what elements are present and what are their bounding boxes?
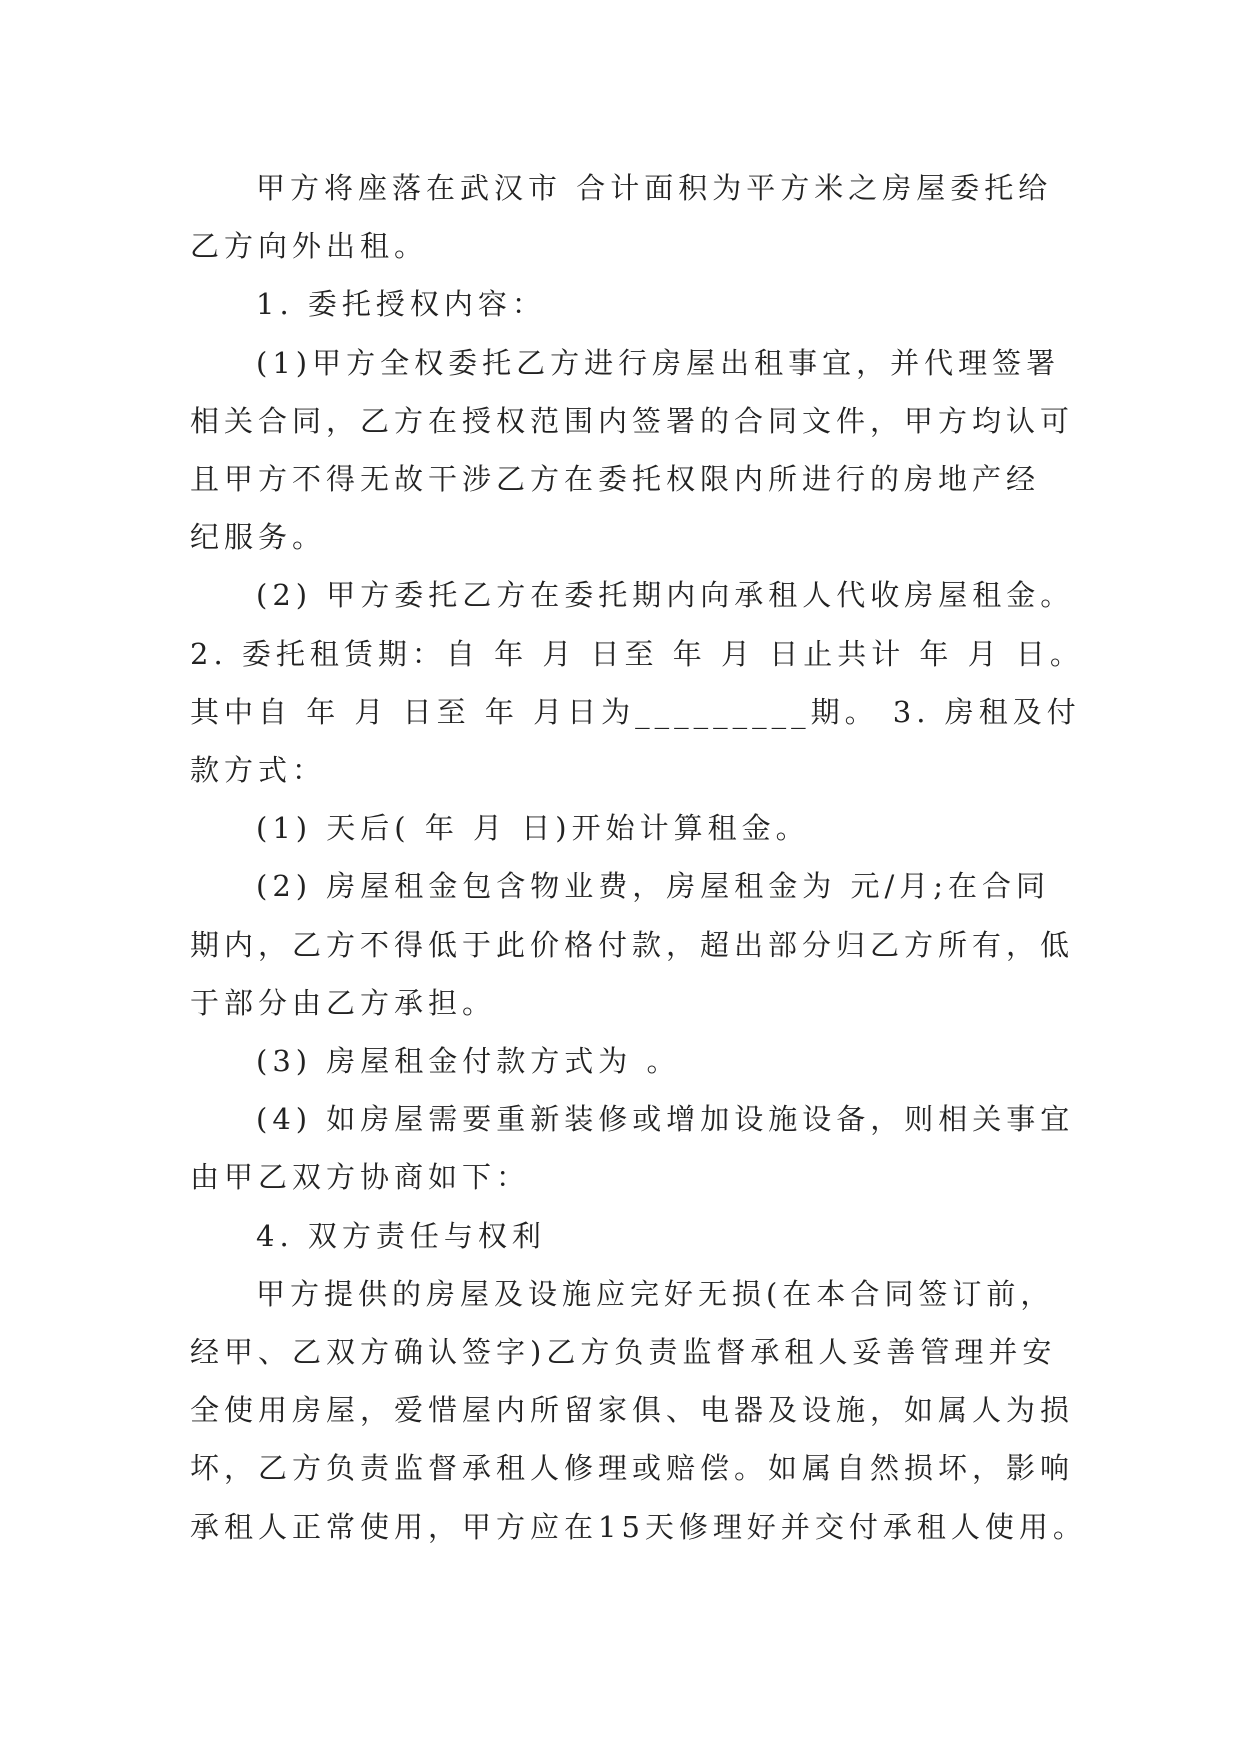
text-line: 经甲、乙双方确认签字)乙方负责监督承租人妥善管理并安 [190, 1335, 1057, 1370]
text-line: 其中自 年 月 日至 年 月日为_________期。 3. 房租及付 [190, 694, 1081, 729]
text-line: 坏，乙方负责监督承租人修理或赔偿。如属自然损坏，影响 [190, 1451, 1075, 1486]
text-line: 由甲乙双方协商如下： [190, 1160, 531, 1195]
text-line: (2) 房屋租金包含物业费，房屋租金为 元/月;在合同 [256, 869, 1051, 904]
text-line: 甲方将座落在武汉市 合计面积为平方米之房屋委托给 [256, 171, 1053, 205]
text-line: 甲方提供的房屋及设施应完好无损(在本合同签订前， [256, 1276, 1055, 1311]
text-line: 于部分由乙方承担。 [190, 985, 497, 1020]
text-line: 承租人正常使用，甲方应在15天修理好并交付承租人使用。 [190, 1509, 1087, 1544]
text-line: (3) 房屋租金付款方式为 。 [256, 1044, 681, 1079]
contract-text [190, 159, 1087, 1556]
text-line: 且甲方不得无故干涉乙方在委托权限内所进行的房地产经 [190, 462, 1041, 497]
text-line: 1. 委托授权内容： [256, 287, 546, 322]
text-line: 2. 委托租赁期：自 年 月 日至 年 月 日止共计 年 月 日。 [190, 636, 1084, 671]
text-line: 全使用房屋，爱惜屋内所留家俱、电器及设施，如属人为损 [190, 1393, 1075, 1428]
text-line: 4. 双方责任与权利 [256, 1218, 546, 1253]
text-line: (4) 如房屋需要重新装修或增加设施设备，则相关事宜 [256, 1102, 1075, 1137]
text-line: 相关合同，乙方在授权范围内签署的合同文件，甲方均认可 [190, 403, 1075, 438]
text-line: 纪服务。 [190, 520, 327, 555]
text-line: 期内，乙方不得低于此价格付款，超出部分归乙方所有，低 [190, 927, 1075, 962]
text-line: (1) 天后( 年 月 日)开始计算租金。 [256, 811, 810, 846]
text-line: (2) 甲方委托乙方在委托期内向承租人代收房屋租金。 [256, 578, 1075, 613]
text-line: 乙方向外出租。 [190, 229, 429, 264]
text-line: 款方式： [190, 753, 327, 788]
text-line: (1)甲方全权委托乙方进行房屋出租事宜，并代理签署 [256, 345, 1061, 380]
